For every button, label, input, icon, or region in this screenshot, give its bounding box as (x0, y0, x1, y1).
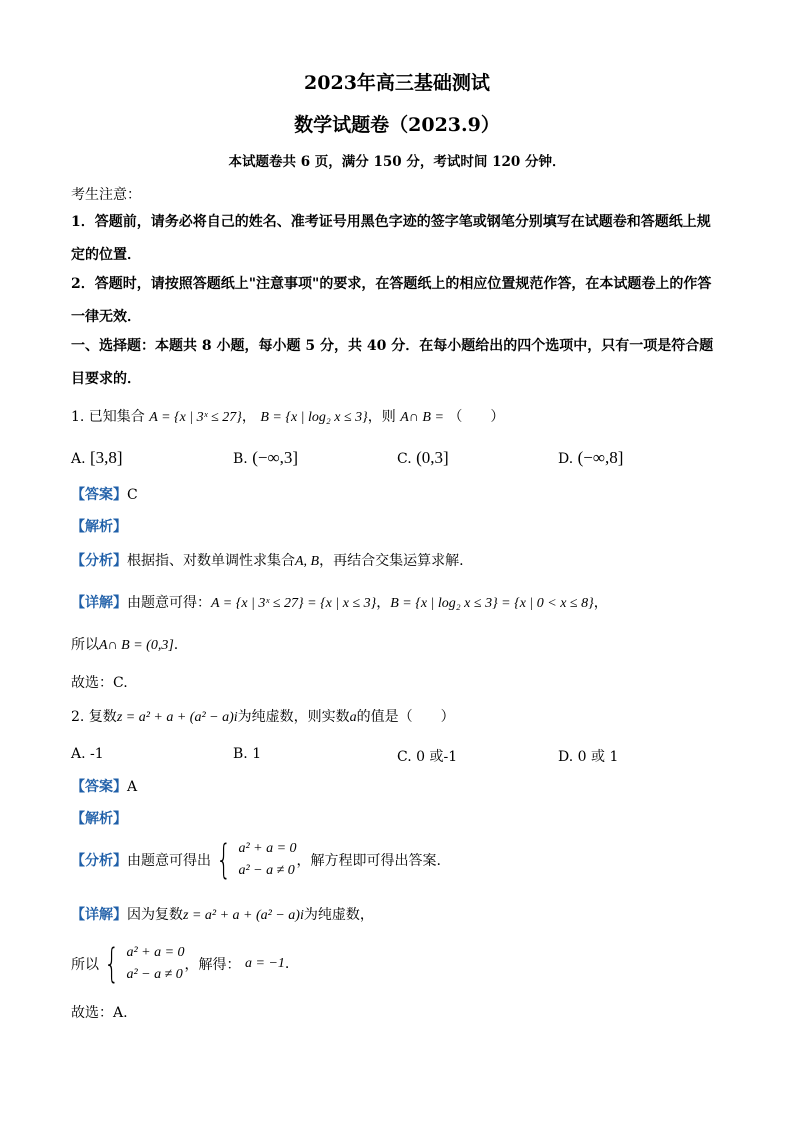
question-1-answer (71, 484, 138, 504)
option-value: -1 (90, 746, 104, 762)
fenxi-text: 由题意可得出 (127, 853, 211, 869)
notice-item-2: 2．答题时，请按照答题纸上"注意事项"的要求，在答题纸上的相应位置规范作答，在本试题卷上的作答一律无效． (71, 276, 712, 325)
left-brace-icon: { (104, 941, 120, 987)
question-2-suffix: 的值是（ ） (356, 709, 455, 725)
fenxi-text: ，解方程即可得出答案. (296, 853, 441, 869)
answer-paren: （ ） (448, 409, 505, 425)
question-1-suffix: ，则 (367, 409, 396, 425)
question-2-conclusion (71, 942, 289, 986)
question-2-analysis-tag (71, 808, 127, 828)
so-text: 所以 (71, 957, 99, 973)
option-value: (−∞,3] (252, 448, 298, 467)
variable-a: a (349, 710, 357, 725)
detail-text: 为纯虚数， (303, 907, 374, 923)
detail-math: z = a² + a + (a² − a)i (183, 908, 304, 923)
analysis-tag: 【解析】 (71, 519, 127, 535)
question-1-prefix: 1. 已知集合 (71, 409, 145, 425)
option-label: D. (558, 749, 574, 765)
question-2-option-c (397, 746, 457, 766)
separator: ， (593, 595, 608, 611)
equation-system (126, 942, 184, 986)
question-1-stem (71, 406, 504, 426)
option-value: 0 或 1 (577, 749, 619, 765)
so-end: . (284, 956, 290, 972)
option-label: A. (71, 451, 86, 467)
question-1-fenxi (71, 550, 464, 570)
equation-system (238, 838, 296, 882)
option-value: 1 (252, 746, 262, 762)
question-1-conclusion (71, 634, 178, 654)
question-2-option-a (71, 746, 104, 762)
analysis-tag: 【解析】 (71, 811, 127, 827)
question-2-fenxi (71, 838, 441, 882)
notice-heading: 考生注意： (71, 187, 141, 203)
option-label: B. (233, 451, 248, 467)
question-2-prefix: 2. 复数 (71, 709, 117, 725)
question-1-option-b (233, 448, 298, 468)
question-2-option-b (233, 746, 261, 762)
equation-line: a² + a = 0 (238, 841, 297, 856)
exam-info: 本试题卷共 6 页，满分 150 分，考试时间 120 分钟． (228, 154, 566, 170)
question-2-mid: 为纯虚数，则实数 (237, 709, 350, 725)
question-1-analysis-tag (71, 516, 127, 536)
option-label: C. (397, 451, 412, 467)
notice-item-1: 1．答题前，请务必将自己的姓名、准考证号用黑色字迹的签字笔或钢笔分别填写在试题卷和答题纸上规定的位置． (71, 214, 711, 263)
option-label: A. (71, 746, 86, 762)
question-1-option-a (71, 448, 123, 468)
answer-value: A (127, 779, 138, 795)
fenxi-text: 根据指、对数单调性求集合 (127, 553, 295, 569)
question-1-choose: 故选：C. (71, 675, 128, 691)
detail-text: 由题意可得： (127, 595, 211, 611)
page-subtitle: 数学试题卷（2023.9） (294, 114, 500, 136)
fenxi-tag: 【分析】 (71, 853, 127, 869)
complex-expr: z = a² + a + (a² − a)i (116, 710, 238, 725)
fenxi-tag: 【分析】 (71, 553, 127, 569)
set-b-definition: B = {x | log₂ x ≤ 3} (260, 410, 368, 425)
question-1-option-d (558, 448, 623, 468)
separator: ， (376, 595, 391, 611)
option-value: 0 或-1 (416, 749, 458, 765)
detail-math: B = {x | log₂ x ≤ 3} = {x | 0 < x ≤ 8} (390, 596, 594, 611)
fenxi-math: A, B (295, 554, 320, 569)
fenxi-text: ，再结合交集运算求解. (319, 553, 464, 569)
detail-math: A = {x | 3ˣ ≤ 27} = {x | x ≤ 3} (211, 596, 377, 611)
detail-text: 因为复数 (127, 907, 183, 923)
so-math: a = −1 (245, 956, 285, 971)
detail-tag: 【详解】 (71, 595, 127, 611)
question-2-option-d (558, 746, 618, 766)
page-title: 2023年高三基础测试 (304, 72, 490, 94)
so-math: A∩ B = (0,3] (99, 638, 174, 653)
so-end: . (173, 637, 179, 653)
option-value: (−∞,8] (577, 448, 624, 467)
answer-tag: 【答案】 (71, 487, 127, 503)
so-text: ，解得： (184, 957, 241, 973)
option-label: D. (558, 451, 574, 467)
intersection-expr: A∩ B = (400, 410, 444, 425)
question-2-detail (71, 904, 374, 924)
left-brace-icon: { (216, 837, 232, 883)
set-a-definition: A = {x | 3ˣ ≤ 27} (149, 410, 242, 425)
question-2-answer (71, 776, 137, 796)
question-1-detail (71, 592, 608, 612)
question-2-stem (71, 706, 455, 726)
section-heading: 一、选择题：本题共 8 小题，每小题 5 分，共 40 分．在每小题给出的四个选项中，只有一项是符合题目要求的． (71, 338, 714, 387)
option-value: (0,3] (416, 448, 449, 467)
equation-line: a² − a ≠ 0 (238, 863, 295, 878)
question-2-choose: 故选：A. (71, 1005, 128, 1021)
equation-line: a² + a = 0 (126, 945, 185, 960)
option-label: B. (233, 746, 248, 762)
option-label: C. (397, 749, 412, 765)
detail-tag: 【详解】 (71, 907, 127, 923)
so-text: 所以 (71, 637, 99, 653)
separator: ， (241, 409, 256, 425)
answer-tag: 【答案】 (71, 779, 127, 795)
question-1-option-c (397, 448, 449, 468)
equation-line: a² − a ≠ 0 (126, 967, 183, 982)
answer-value: C (127, 487, 138, 503)
option-value: [3,8] (90, 448, 123, 467)
